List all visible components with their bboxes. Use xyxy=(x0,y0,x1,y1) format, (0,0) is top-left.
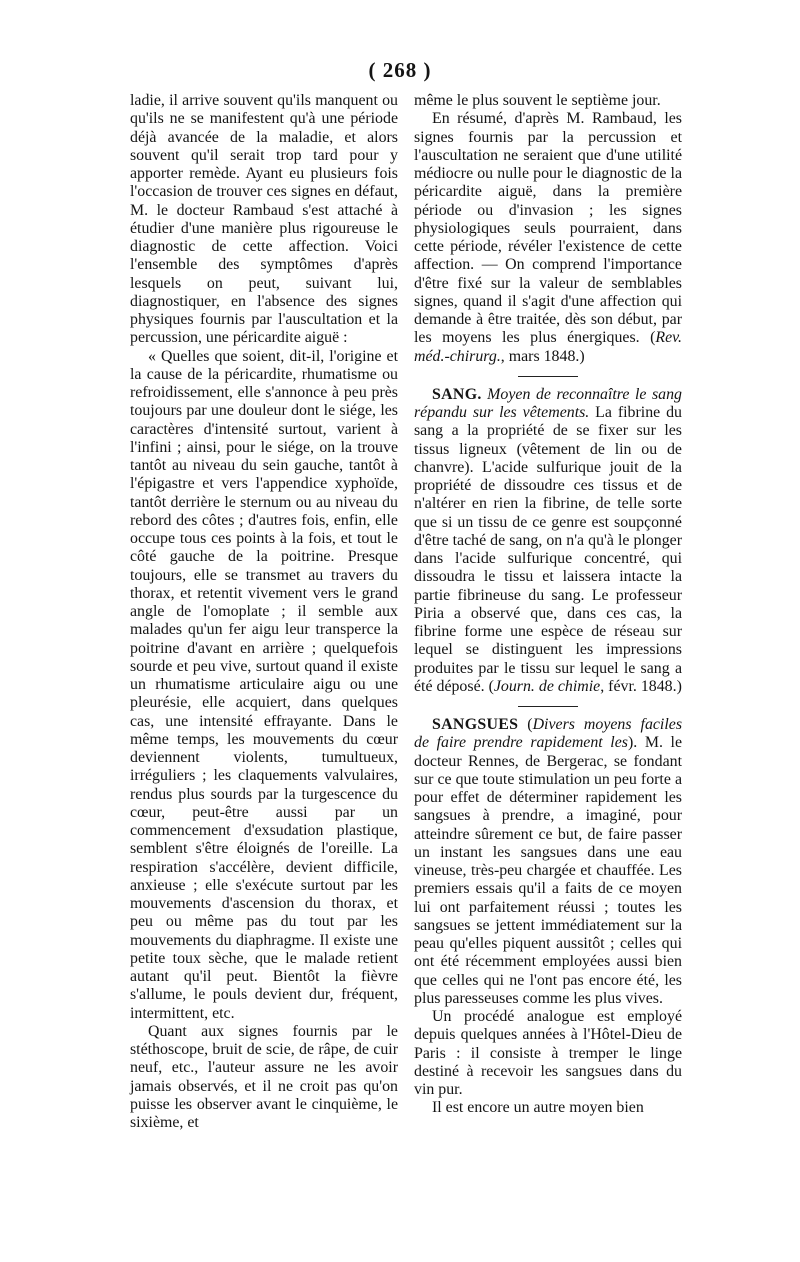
paragraph-text: La fibrine du sang a la propriété de se fixer sur les tissus ligneux (vêtement de lin ou de chanvre). L'acide sulfurique jouit de la propriété de dissoudre ces tissus et de n'altérer en rien la fibrine, de telle sorte que si un tissu de ce genre est soupçonné d'être taché de sang, on n'a qu'à le plonger dans l'acide sulfurique concentré, qui dissoudra le tissu et laissera intacte la partie fibrineuse du sang. Le professeur Piria a observé que, dans ces cas, la fibrine forme une espèce de réseau sur lequel se distinguent les impressions produites par le tissu sur lequel le sang a été déposé. ( xyxy=(414,404,682,695)
paragraph: même le plus souvent le septième jour. xyxy=(414,92,661,109)
paragraph: Un procédé analogue est employé depuis quelques années à l'Hôtel-Dieu de Paris : il consiste à tremper le linge destiné à recevoir les sangsues dans du vin pur. xyxy=(414,1008,682,1098)
paren-open: ( xyxy=(518,716,533,733)
citation-date: , mars 1848.) xyxy=(500,347,585,365)
paren-close: ). xyxy=(627,734,638,752)
citation-date: , févr. 1848.) xyxy=(600,677,682,695)
section-title: Divers moyens faciles de faire prendre rapidement les xyxy=(414,716,683,752)
paragraph-text: M. le docteur Rennes, de Bergerac, se fondant sur ce que toute stimulation un peu forte a pour effet de déterminer rapidement les sangsues à prendre, a imaginé, pour atteindre sûrement ce but, de faire passer un instant les sangsues dans une eau vineuse, très-peu chargée et chauffée. Les premiers essais qu'il a faits de ce moyen lui ont parfaitement réussi ; toutes les sangsues se jettent immédiatement sur la peau qu'elles piquent aussitôt ; celles qui ont été récemment employées aussi bien que celles qui ne l'ont pas encore été, les plus paresseuses comme les plus vives. xyxy=(414,734,682,1007)
page-number: ( 268 ) xyxy=(368,58,432,82)
section-divider xyxy=(518,376,578,377)
paragraph-text: En résumé, d'après M. Rambaud, les signes fournis par la percussion et l'auscultation ne seraient que d'une utilité médiocre ou nulle pour le diagnostic de la péricardite aiguë, dans la première période ou d'invasion ; les signes physiologiques seuls pourraient, dans cette période, révéler l'existence de cette affection. — On comprend l'importance d'être fixé sur la valeur de semblables signes, quand il s'agit d'une affection qui demande à être traitée, dès son début, par les moyens les plus énergiques. ( xyxy=(414,110,682,347)
paragraph: Il est encore un autre moyen bien xyxy=(432,1099,644,1117)
section-divider xyxy=(518,706,578,707)
section-heading: SANGSUES xyxy=(432,716,519,733)
paragraph: Quant aux signes fournis par le stéthoscope, bruit de scie, de râpe, de cuir neuf, etc., l'auteur assure ne les avoir jamais observés, et il ne croit pas qu'on puisse les observer avant le cinquième, le sixième, et xyxy=(130,1022,398,1131)
paragraph: « Quelles que soient, dit-il, l'origine et la cause de la péricardite, rhumatisme ou refroidissement, elle s'annonce à peu près toujours par une douleur dont le siége, les caractères d'intensité surtout, varient à l'infini ; ainsi, pour le siége, on la trouve tantôt au niveau du sein gauche, tantôt à l'épigastre et vers l'appendice xyphoïde, tantôt derrière le sternum ou au niveau du rebord des côtes ; d'autres fois, enfin, elle occupe tous ces points à la fois, et tout le côté gauche de la poitrine. Presque toujours, elle se transmet au travers du thorax, et retentit vivement vers le grand angle de l'omoplate ; il semble aux malades qu'un fer aigu leur transperce la poitrine d'avant en arrière ; quelquefois sourde et peu vive, surtout quand il existe un rhumatisme articulaire aigu ou une pleurésie, elle acquiert, dans quelques cas, une intensité effrayante. Dans le même temps, les mouvements du cœur deviennent violents, tumultueux, irréguliers ; les claquements valvulaires, rendus plus sourds par la turgescence du cœur, peut-être aussi par un commencement d'exsudation plastique, semblent s'être éloignés de l'oreille. La respiration s'accélère, devient difficile, anxieuse ; elle s'exécute surtout par les mouvements d'ascension du thorax, et peu ou même pas du tout par les mouvements du diaphragme. Il existe une petite toux sèche, que le malade retient autant qu'il peut. Bientôt la fièvre s'allume, le pouls devient dur, fréquent, intermittent, etc. xyxy=(130,347,398,1022)
citation: Journ. de chimie xyxy=(493,677,601,695)
paragraph: ladie, il arrive souvent qu'ils manquent ou qu'ils ne se manifestent qu'à une période déjà avancée de la maladie, et alors souvent qu'il serait trop tard pour y apporter remède. Ayant eu plusieurs fois l'occasion de trouver ces signes en défaut, M. le docteur Rambaud s'est attaché à étudier d'une manière plus rigoureuse le diagnostic de cette affection. Voici l'ensemble des symptômes d'après lesquels on peut, suivant lui, diagnostiquer, en l'absence des signes physiques fournis par l'auscultation et la percussion, une péricardite aiguë : xyxy=(130,92,398,347)
paragraph xyxy=(414,110,682,366)
right-column xyxy=(414,92,682,1118)
section-sang xyxy=(414,386,682,696)
citation: Rev. méd.-chirurg. xyxy=(414,329,682,365)
left-column xyxy=(130,92,398,1132)
section-heading: SANG. xyxy=(432,385,482,403)
section-title: Moyen de reconnaître le sang répandu sur les vêtements. xyxy=(414,385,682,421)
section-sangsues xyxy=(414,716,682,1008)
